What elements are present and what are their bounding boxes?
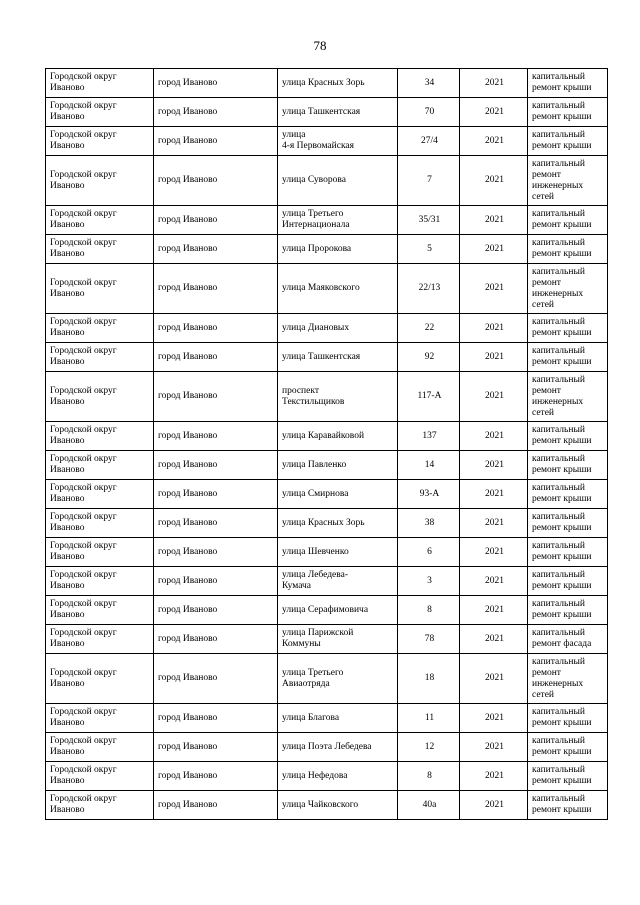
work-type-cell [528, 127, 608, 156]
work-type-cell [528, 343, 608, 372]
table-row [46, 733, 608, 762]
district-cell [46, 791, 154, 820]
house-number-cell: 40а [398, 791, 460, 820]
work-type-cell-line: капитальный [532, 707, 585, 717]
year-cell: 2021 [460, 509, 528, 538]
work-type-cell [528, 480, 608, 509]
table-row [46, 509, 608, 538]
work-type-cell-line: капитальный [532, 628, 585, 638]
house-number-cell: 92 [398, 343, 460, 372]
district-cell [46, 654, 154, 704]
work-type-cell-line: капитальный [532, 158, 585, 169]
street-cell-line: Интернационала [282, 220, 350, 230]
city-cell: город Иваново [154, 343, 278, 372]
district-cell-line: Городской округ [50, 130, 117, 140]
district-cell [46, 127, 154, 156]
repair-schedule-table [45, 68, 608, 820]
street-cell [278, 480, 398, 509]
street-cell [278, 596, 398, 625]
district-cell-line: Городской округ [50, 667, 117, 678]
street-cell-line: улица Красных Зорь [282, 517, 365, 528]
year-cell: 2021 [460, 206, 528, 235]
street-cell [278, 69, 398, 98]
street-cell [278, 567, 398, 596]
district-cell-line: Городской округ [50, 101, 117, 111]
work-type-cell [528, 422, 608, 451]
street-cell [278, 625, 398, 654]
street-cell [278, 372, 398, 422]
street-cell [278, 98, 398, 127]
district-cell [46, 762, 154, 791]
year-cell: 2021 [460, 69, 528, 98]
work-type-cell-line: ремонт крыши [532, 465, 592, 475]
district-cell-line: Городской округ [50, 736, 117, 746]
district-cell-line: Городской округ [50, 454, 117, 464]
work-type-cell [528, 372, 608, 422]
work-type-cell [528, 596, 608, 625]
work-type-cell-line: ремонт крыши [532, 328, 592, 338]
street-cell [278, 343, 398, 372]
year-cell: 2021 [460, 98, 528, 127]
district-cell-line: Иваново [50, 523, 85, 533]
table-row [46, 596, 608, 625]
work-type-cell-line: ремонт крыши [532, 776, 592, 786]
year-cell: 2021 [460, 422, 528, 451]
city-cell: город Иваново [154, 654, 278, 704]
year-cell: 2021 [460, 596, 528, 625]
street-cell-line: улица Павленко [282, 459, 347, 470]
table-row [46, 567, 608, 596]
street-cell-line: Коммуны [282, 639, 321, 649]
city-cell: город Иваново [154, 372, 278, 422]
house-number-cell: 70 [398, 98, 460, 127]
city-cell: город Иваново [154, 567, 278, 596]
city-cell: город Иваново [154, 791, 278, 820]
district-cell-line: Иваново [50, 494, 85, 504]
district-cell-line: Иваново [50, 552, 85, 562]
work-type-cell-line: ремонт крыши [532, 523, 592, 533]
table-row [46, 480, 608, 509]
work-type-cell-line: ремонт крыши [532, 141, 592, 151]
city-cell: город Иваново [154, 422, 278, 451]
district-cell-line: Городской округ [50, 512, 117, 522]
house-number-cell: 93-А [398, 480, 460, 509]
district-cell-line: Иваново [50, 610, 85, 620]
work-type-cell-line: капитальный [532, 101, 585, 111]
street-cell [278, 264, 398, 314]
work-type-cell-line: капитальный [532, 72, 585, 82]
district-cell-line: Иваново [50, 747, 85, 757]
city-cell: город Иваново [154, 733, 278, 762]
district-cell-line: Городской округ [50, 541, 117, 551]
work-type-cell [528, 791, 608, 820]
year-cell: 2021 [460, 654, 528, 704]
year-cell: 2021 [460, 791, 528, 820]
street-cell [278, 451, 398, 480]
street-cell-line: улица Поэта Лебедева [282, 741, 372, 752]
district-cell-line: Иваново [50, 112, 85, 122]
work-type-cell-line: капитальный [532, 794, 585, 804]
district-cell-line: Иваново [50, 141, 85, 151]
work-type-cell-line: капитальный [532, 209, 585, 219]
district-cell [46, 372, 154, 422]
work-type-cell-line: ремонт крыши [532, 357, 592, 367]
district-cell-line: Иваново [50, 220, 85, 230]
district-cell-line: Городской округ [50, 425, 117, 435]
city-cell: город Иваново [154, 206, 278, 235]
street-cell-line: улица Смирнова [282, 488, 349, 499]
district-cell-line: Иваново [50, 581, 85, 591]
work-type-cell-line: инженерных [532, 678, 584, 689]
city-cell: город Иваново [154, 451, 278, 480]
district-cell [46, 733, 154, 762]
work-type-cell-line: ремонт крыши [532, 436, 592, 446]
work-type-cell [528, 206, 608, 235]
house-number-cell: 18 [398, 654, 460, 704]
street-cell-line: улица Нефедова [282, 770, 348, 781]
work-type-cell-line: ремонт крыши [532, 805, 592, 815]
house-number-cell: 35/31 [398, 206, 460, 235]
street-cell [278, 422, 398, 451]
street-cell-line: улица Шевченко [282, 546, 349, 557]
street-cell-line: улица Каравайковой [282, 430, 365, 441]
work-type-cell [528, 654, 608, 704]
work-type-cell-line: ремонт крыши [532, 112, 592, 122]
work-type-cell-line: ремонт крыши [532, 610, 592, 620]
street-cell-line: улица Благова [282, 712, 340, 723]
street-cell-line: Текстильщиков [282, 396, 345, 407]
table-row [46, 156, 608, 206]
street-cell [278, 762, 398, 791]
work-type-cell-line: капитальный [532, 238, 585, 248]
year-cell: 2021 [460, 451, 528, 480]
work-type-cell [528, 625, 608, 654]
city-cell: город Иваново [154, 509, 278, 538]
year-cell: 2021 [460, 156, 528, 206]
house-number-cell: 8 [398, 762, 460, 791]
work-type-cell [528, 509, 608, 538]
street-cell-line: улица Маяковского [282, 283, 360, 293]
table-row [46, 206, 608, 235]
district-cell [46, 98, 154, 127]
city-cell: город Иваново [154, 596, 278, 625]
table-row [46, 343, 608, 372]
district-cell-line: Городской округ [50, 317, 117, 327]
street-cell-line: улица [282, 130, 306, 140]
district-cell [46, 538, 154, 567]
district-cell-line: Городской округ [50, 209, 117, 219]
work-type-cell-line: сетей [532, 407, 555, 418]
house-number-cell: 12 [398, 733, 460, 762]
district-cell-line: Городской округ [50, 707, 117, 717]
work-type-cell [528, 156, 608, 206]
work-type-cell-line: ремонт [532, 277, 561, 288]
district-cell-line: Иваново [50, 639, 85, 649]
table-row [46, 625, 608, 654]
work-type-cell-line: ремонт [532, 667, 561, 678]
work-type-cell [528, 451, 608, 480]
work-type-cell-line: капитальный [532, 266, 585, 277]
street-cell-line: улица Третьего [282, 209, 344, 219]
work-type-cell-line: капитальный [532, 483, 585, 493]
street-cell-line: улица Диановых [282, 322, 350, 333]
work-type-cell-line: капитальный [532, 374, 585, 385]
work-type-cell-line: капитальный [532, 656, 585, 667]
year-cell: 2021 [460, 625, 528, 654]
work-type-cell [528, 538, 608, 567]
table-row [46, 127, 608, 156]
street-cell [278, 791, 398, 820]
district-cell-line: Городской округ [50, 570, 117, 580]
district-cell-line: Городской округ [50, 483, 117, 493]
district-cell-line: Городской округ [50, 628, 117, 638]
street-cell-line: Кумача [282, 581, 312, 591]
district-cell-line: Городской округ [50, 72, 117, 82]
street-cell [278, 704, 398, 733]
work-type-cell-line: инженерных [532, 180, 584, 191]
house-number-cell: 14 [398, 451, 460, 480]
street-cell-line: улица Ташкентская [282, 106, 361, 117]
work-type-cell-line: капитальный [532, 454, 585, 464]
table-row [46, 372, 608, 422]
table-body [46, 69, 608, 820]
street-cell [278, 206, 398, 235]
work-type-cell [528, 704, 608, 733]
district-cell [46, 509, 154, 538]
work-type-cell-line: капитальный [532, 541, 585, 551]
year-cell: 2021 [460, 343, 528, 372]
house-number-cell: 34 [398, 69, 460, 98]
table-row [46, 538, 608, 567]
district-cell-line: Иваново [50, 436, 85, 446]
house-number-cell: 7 [398, 156, 460, 206]
work-type-cell-line: ремонт крыши [532, 494, 592, 504]
table-row [46, 314, 608, 343]
table-row [46, 264, 608, 314]
work-type-cell [528, 314, 608, 343]
house-number-cell: 27/4 [398, 127, 460, 156]
work-type-cell-line: ремонт крыши [532, 83, 592, 93]
work-type-cell [528, 69, 608, 98]
city-cell: город Иваново [154, 69, 278, 98]
work-type-cell [528, 733, 608, 762]
city-cell: город Иваново [154, 314, 278, 343]
house-number-cell: 5 [398, 235, 460, 264]
district-cell [46, 480, 154, 509]
work-type-cell-line: ремонт [532, 169, 561, 180]
work-type-cell-line: инженерных [532, 288, 584, 299]
work-type-cell-line: сетей [532, 689, 555, 700]
district-cell-line: Городской округ [50, 765, 117, 775]
year-cell: 2021 [460, 762, 528, 791]
street-cell-line: улица Красных Зорь [282, 77, 365, 88]
district-cell [46, 451, 154, 480]
street-cell-line: проспект [282, 385, 319, 396]
street-cell-line: улица Лебедева- [282, 570, 349, 580]
table-row [46, 654, 608, 704]
work-type-cell-line: ремонт [532, 385, 561, 396]
district-cell-line: Иваново [50, 83, 85, 93]
work-type-cell [528, 98, 608, 127]
table-row [46, 69, 608, 98]
district-cell-line: Городской округ [50, 385, 117, 396]
table-row [46, 704, 608, 733]
district-cell-line: Иваново [50, 718, 85, 728]
city-cell: город Иваново [154, 625, 278, 654]
district-cell [46, 314, 154, 343]
district-cell-line: Городской округ [50, 277, 117, 288]
work-type-cell-line: ремонт крыши [532, 747, 592, 757]
table-row [46, 791, 608, 820]
street-cell [278, 654, 398, 704]
work-type-cell-line: ремонт крыши [532, 718, 592, 728]
work-type-cell-line: капитальный [532, 765, 585, 775]
street-cell-line: улица Пророкова [282, 243, 352, 254]
work-type-cell-line: ремонт крыши [532, 249, 592, 259]
table-row [46, 762, 608, 791]
district-cell [46, 596, 154, 625]
year-cell: 2021 [460, 235, 528, 264]
year-cell: 2021 [460, 538, 528, 567]
year-cell: 2021 [460, 264, 528, 314]
table-row [46, 235, 608, 264]
city-cell: город Иваново [154, 98, 278, 127]
house-number-cell: 11 [398, 704, 460, 733]
street-cell-line: улица Чайковского [282, 799, 359, 810]
year-cell: 2021 [460, 372, 528, 422]
district-cell [46, 264, 154, 314]
district-cell [46, 69, 154, 98]
district-cell-line: Иваново [50, 396, 85, 407]
street-cell-line: улица Серафимовича [282, 604, 369, 615]
house-number-cell: 22 [398, 314, 460, 343]
work-type-cell-line: ремонт крыши [532, 220, 592, 230]
work-type-cell [528, 235, 608, 264]
district-cell [46, 704, 154, 733]
district-cell-line: Городской округ [50, 794, 117, 804]
city-cell: город Иваново [154, 480, 278, 509]
house-number-cell: 137 [398, 422, 460, 451]
district-cell [46, 343, 154, 372]
district-cell-line: Иваново [50, 288, 85, 299]
city-cell: город Иваново [154, 156, 278, 206]
street-cell [278, 314, 398, 343]
work-type-cell-line: капитальный [532, 570, 585, 580]
street-cell-line: улица Ташкентская [282, 351, 361, 362]
work-type-cell-line: капитальный [532, 130, 585, 140]
work-type-cell-line: ремонт фасада [532, 639, 592, 649]
district-cell [46, 625, 154, 654]
district-cell [46, 235, 154, 264]
house-number-cell: 6 [398, 538, 460, 567]
city-cell: город Иваново [154, 235, 278, 264]
work-type-cell-line: капитальный [532, 346, 585, 356]
street-cell-line: улица Третьего [282, 667, 344, 678]
district-cell-line: Городской округ [50, 169, 117, 180]
year-cell: 2021 [460, 314, 528, 343]
work-type-cell [528, 264, 608, 314]
house-number-cell: 22/13 [398, 264, 460, 314]
street-cell [278, 538, 398, 567]
city-cell: город Иваново [154, 127, 278, 156]
district-cell [46, 206, 154, 235]
district-cell-line: Иваново [50, 180, 85, 191]
district-cell-line: Иваново [50, 328, 85, 338]
table-row [46, 451, 608, 480]
house-number-cell: 3 [398, 567, 460, 596]
year-cell: 2021 [460, 704, 528, 733]
city-cell: город Иваново [154, 538, 278, 567]
street-cell-line: 4-я Первомайская [282, 141, 354, 151]
work-type-cell-line: капитальный [532, 512, 585, 522]
city-cell: город Иваново [154, 762, 278, 791]
district-cell [46, 567, 154, 596]
page-number: 78 [313, 38, 327, 53]
street-cell-line: улица Суворова [282, 175, 346, 185]
district-cell-line: Иваново [50, 357, 85, 367]
city-cell: город Иваново [154, 264, 278, 314]
street-cell [278, 733, 398, 762]
work-type-cell-line: сетей [532, 299, 555, 310]
work-type-cell [528, 762, 608, 791]
district-cell-line: Иваново [50, 776, 85, 786]
house-number-cell: 117-А [398, 372, 460, 422]
work-type-cell-line: капитальный [532, 425, 585, 435]
house-number-cell: 38 [398, 509, 460, 538]
street-cell-line: улица Парижской [282, 628, 354, 638]
year-cell: 2021 [460, 733, 528, 762]
street-cell [278, 156, 398, 206]
house-number-cell: 8 [398, 596, 460, 625]
street-cell [278, 127, 398, 156]
street-cell [278, 509, 398, 538]
street-cell [278, 235, 398, 264]
work-type-cell-line: капитальный [532, 317, 585, 327]
work-type-cell-line: капитальный [532, 736, 585, 746]
work-type-cell-line: инженерных [532, 396, 584, 407]
district-cell-line: Городской округ [50, 238, 117, 248]
district-cell-line: Городской округ [50, 599, 117, 609]
table-row [46, 98, 608, 127]
work-type-cell-line: сетей [532, 191, 555, 202]
district-cell [46, 422, 154, 451]
district-cell [46, 156, 154, 206]
table-row [46, 422, 608, 451]
year-cell: 2021 [460, 567, 528, 596]
year-cell: 2021 [460, 480, 528, 509]
district-cell-line: Иваново [50, 805, 85, 815]
work-type-cell-line: капитальный [532, 599, 585, 609]
work-type-cell [528, 567, 608, 596]
work-type-cell-line: ремонт крыши [532, 552, 592, 562]
district-cell-line: Иваново [50, 678, 85, 689]
city-cell: город Иваново [154, 704, 278, 733]
work-type-cell-line: ремонт крыши [532, 581, 592, 591]
year-cell: 2021 [460, 127, 528, 156]
district-cell-line: Иваново [50, 249, 85, 259]
district-cell-line: Городской округ [50, 346, 117, 356]
house-number-cell: 78 [398, 625, 460, 654]
street-cell-line: Авиаотряда [282, 678, 330, 689]
district-cell-line: Иваново [50, 465, 85, 475]
